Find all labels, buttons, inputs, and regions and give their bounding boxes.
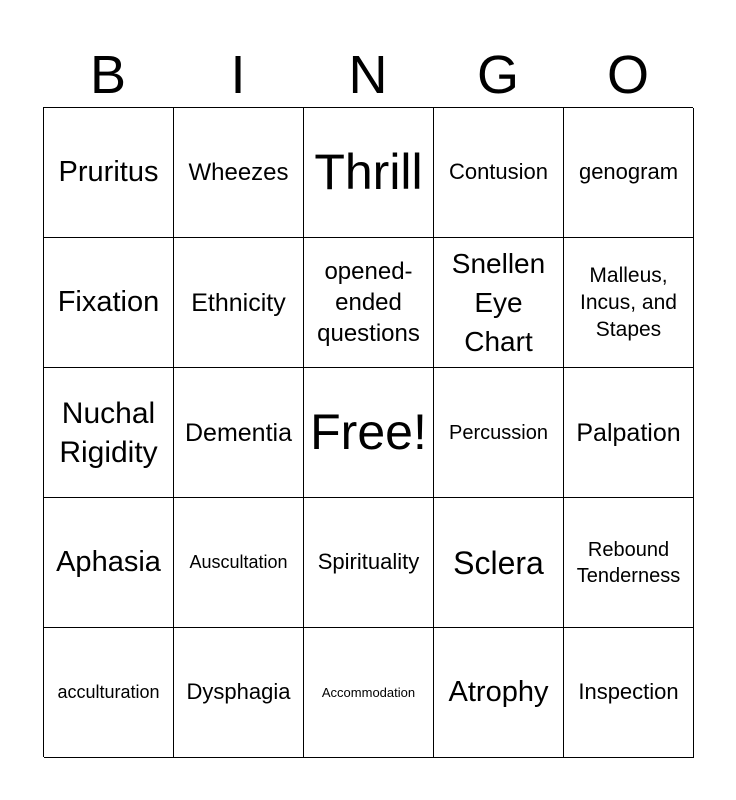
cell-label: Thrill <box>314 144 423 200</box>
cell-label: Nuchal Rigidity <box>59 396 158 469</box>
cell-label: acculturation <box>57 681 160 702</box>
cell-label: Fixation <box>57 286 160 319</box>
bingo-cell[interactable] <box>564 238 694 368</box>
cell-label: Atrophy <box>448 676 549 709</box>
cell-label: Accommodation <box>321 684 416 700</box>
cell-label: opened-ended questions <box>317 257 420 348</box>
bingo-board <box>43 107 693 757</box>
header-letter-o: O <box>606 45 649 105</box>
bingo-cell[interactable] <box>44 368 174 498</box>
bingo-cell[interactable] <box>174 238 304 368</box>
header-letter-i: I <box>230 45 246 105</box>
bingo-cell[interactable] <box>304 108 434 238</box>
bingo-cell[interactable] <box>434 238 564 368</box>
cell-label: Dementia <box>185 418 292 447</box>
bingo-cell[interactable] <box>174 108 304 238</box>
bingo-cell[interactable] <box>44 628 174 758</box>
bingo-cell[interactable] <box>44 498 174 628</box>
bingo-cell[interactable] <box>434 498 564 628</box>
bingo-header <box>43 44 693 106</box>
header-letter-n: N <box>348 45 388 105</box>
bingo-cell[interactable] <box>304 238 434 368</box>
bingo-cell[interactable] <box>434 628 564 758</box>
bingo-cell[interactable] <box>434 368 564 498</box>
header-letter-b: B <box>89 45 127 105</box>
bingo-cell[interactable] <box>564 628 694 758</box>
cell-label: Percussion <box>449 421 548 444</box>
bingo-cell[interactable] <box>44 108 174 238</box>
bingo-cell[interactable] <box>564 498 694 628</box>
cell-label: Inspection <box>578 679 679 705</box>
cell-label: genogram <box>578 159 679 185</box>
cell-label: Malleus, Incus, and Stapes <box>580 263 677 342</box>
cell-label: Free! <box>310 404 427 460</box>
bingo-cell[interactable] <box>304 498 434 628</box>
cell-label: Auscultation <box>189 551 288 572</box>
bingo-cell[interactable] <box>434 108 564 238</box>
cell-label: Ethnicity <box>191 288 286 317</box>
cell-label: Sclera <box>453 544 544 581</box>
header-letter-g: G <box>476 45 519 105</box>
cell-label: Aphasia <box>56 546 161 579</box>
cell-label: Wheezes <box>188 158 289 186</box>
cell-label: Snellen Eye Chart <box>451 247 546 358</box>
cell-label: Pruritus <box>58 156 159 189</box>
bingo-cell[interactable] <box>564 368 694 498</box>
bingo-cell[interactable] <box>174 628 304 758</box>
cell-label: Spirituality <box>317 549 420 575</box>
cell-label: Contusion <box>448 159 549 185</box>
bingo-cell[interactable] <box>174 498 304 628</box>
bingo-cell[interactable] <box>44 238 174 368</box>
bingo-cell[interactable] <box>564 108 694 238</box>
free-space-cell[interactable] <box>304 368 434 498</box>
cell-label: Dysphagia <box>186 679 291 705</box>
cell-label: Rebound Tenderness <box>576 538 681 587</box>
cell-label: Palpation <box>576 418 681 447</box>
bingo-cell[interactable] <box>304 628 434 758</box>
bingo-cell[interactable] <box>174 368 304 498</box>
